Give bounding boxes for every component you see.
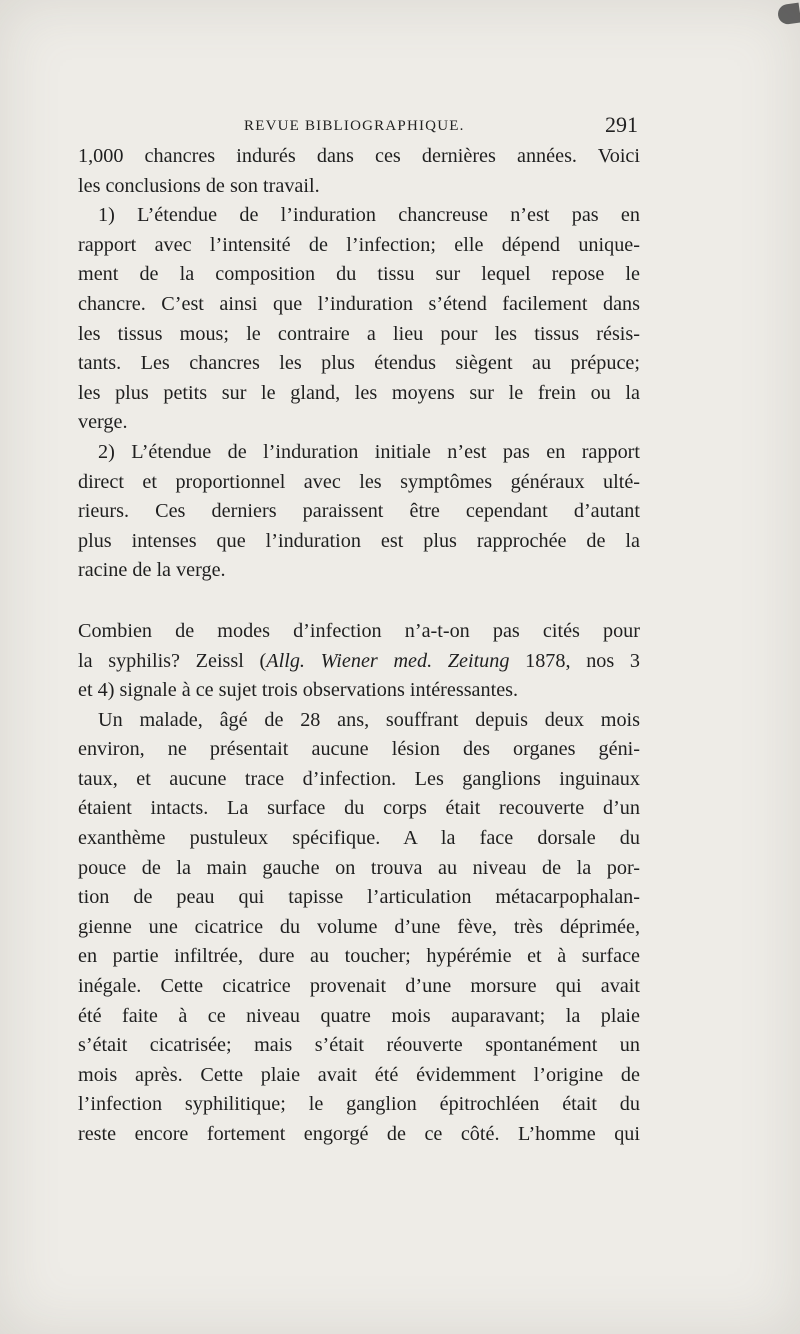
text-line: ment de la composition du tissu sur lequel repose le (78, 263, 640, 286)
text-line: s’était cicatrisée; mais s’était réouverte spontanément un (78, 1034, 640, 1057)
corner-ink-mark (777, 3, 800, 26)
body-text (78, 142, 640, 1150)
text-line: tants. Les chancres les plus étendus siègent au prépuce; (78, 352, 640, 375)
text-line: inégale. Cette cicatrice provenait d’une morsure qui avait (78, 975, 640, 998)
text-line: reste encore fortement engorgé de ce côté. L’homme qui (78, 1123, 640, 1145)
text-line: mois après. Cette plaie avait été évidemment l’origine de (78, 1063, 640, 1086)
text-line: plus intenses que l’induration est plus rapprochée de la (78, 529, 640, 552)
text-line: les plus petits sur le gland, les moyens sur le frein ou la (78, 381, 640, 404)
text-line: taux, et aucune trace d’infection. Les ganglions inguinaux (78, 767, 640, 790)
paragraph-gap (78, 586, 640, 617)
text-line: environ, ne présentait aucune lésion des organes géni- (78, 738, 640, 761)
text-line: 1,000 chancres indurés dans ces dernières années. Voici (78, 145, 640, 167)
text-line: racine de la verge. (78, 559, 226, 582)
text-line: rapport avec l’intensité de l’infection; elle dépend unique- (78, 233, 640, 256)
running-header (78, 112, 638, 138)
text-line: les conclusions de son travail. (78, 174, 320, 197)
running-title: REVUE BIBLIOGRAPHIQUE. (244, 118, 465, 134)
text-line: gienne une cicatrice du volume d’une fève, très déprimée, (78, 915, 640, 938)
text-line: exanthème pustuleux spécifique. A la face dorsale du (78, 827, 640, 850)
text-line: les tissus mous; le contraire a lieu pour les tissus résis- (78, 322, 640, 345)
text-line: 2) L’étendue de l’induration initiale n’est pas en rapport (98, 440, 640, 463)
text-line (78, 647, 640, 677)
text-segment: 1878, nos 3 (509, 649, 640, 672)
text-line: direct et proportionnel avec les symptômes généraux ulté- (78, 470, 640, 493)
text-line: en partie infiltrée, dure au toucher; hypérémie et à surface (78, 945, 640, 968)
text-line: été faite à ce niveau quatre mois auparavant; la plaie (78, 1004, 640, 1027)
page-number: 291 (605, 112, 638, 137)
text-line: Un malade, âgé de 28 ans, souffrant depuis deux mois (98, 708, 640, 731)
text-line: étaient intacts. La surface du corps était recouverte d’un (78, 797, 640, 820)
text-line: 1) L’étendue de l’induration chancreuse n’est pas en (98, 204, 640, 227)
text-line: Combien de modes d’infection n’a-t-on pas cités pour (78, 619, 640, 642)
text-line: l’infection syphilitique; le ganglion épitrochléen était du (78, 1093, 640, 1116)
text-line: tion de peau qui tapisse l’articulation métacarpophalan- (78, 886, 640, 909)
text-line: et 4) signale à ce sujet trois observations intéressantes. (78, 679, 519, 702)
journal-title: Allg. Wiener med. Zeitung (266, 649, 510, 672)
text-line: pouce de la main gauche on trouva au niveau de la por- (78, 856, 640, 879)
text-line: chancre. C’est ainsi que l’induration s’étend facilement dans (78, 292, 640, 315)
text-line: verge. (78, 411, 128, 434)
text-line: rieurs. Ces derniers paraissent être cependant d’autant (78, 500, 640, 523)
text-segment: la syphilis? Zeissl ( (78, 649, 267, 672)
